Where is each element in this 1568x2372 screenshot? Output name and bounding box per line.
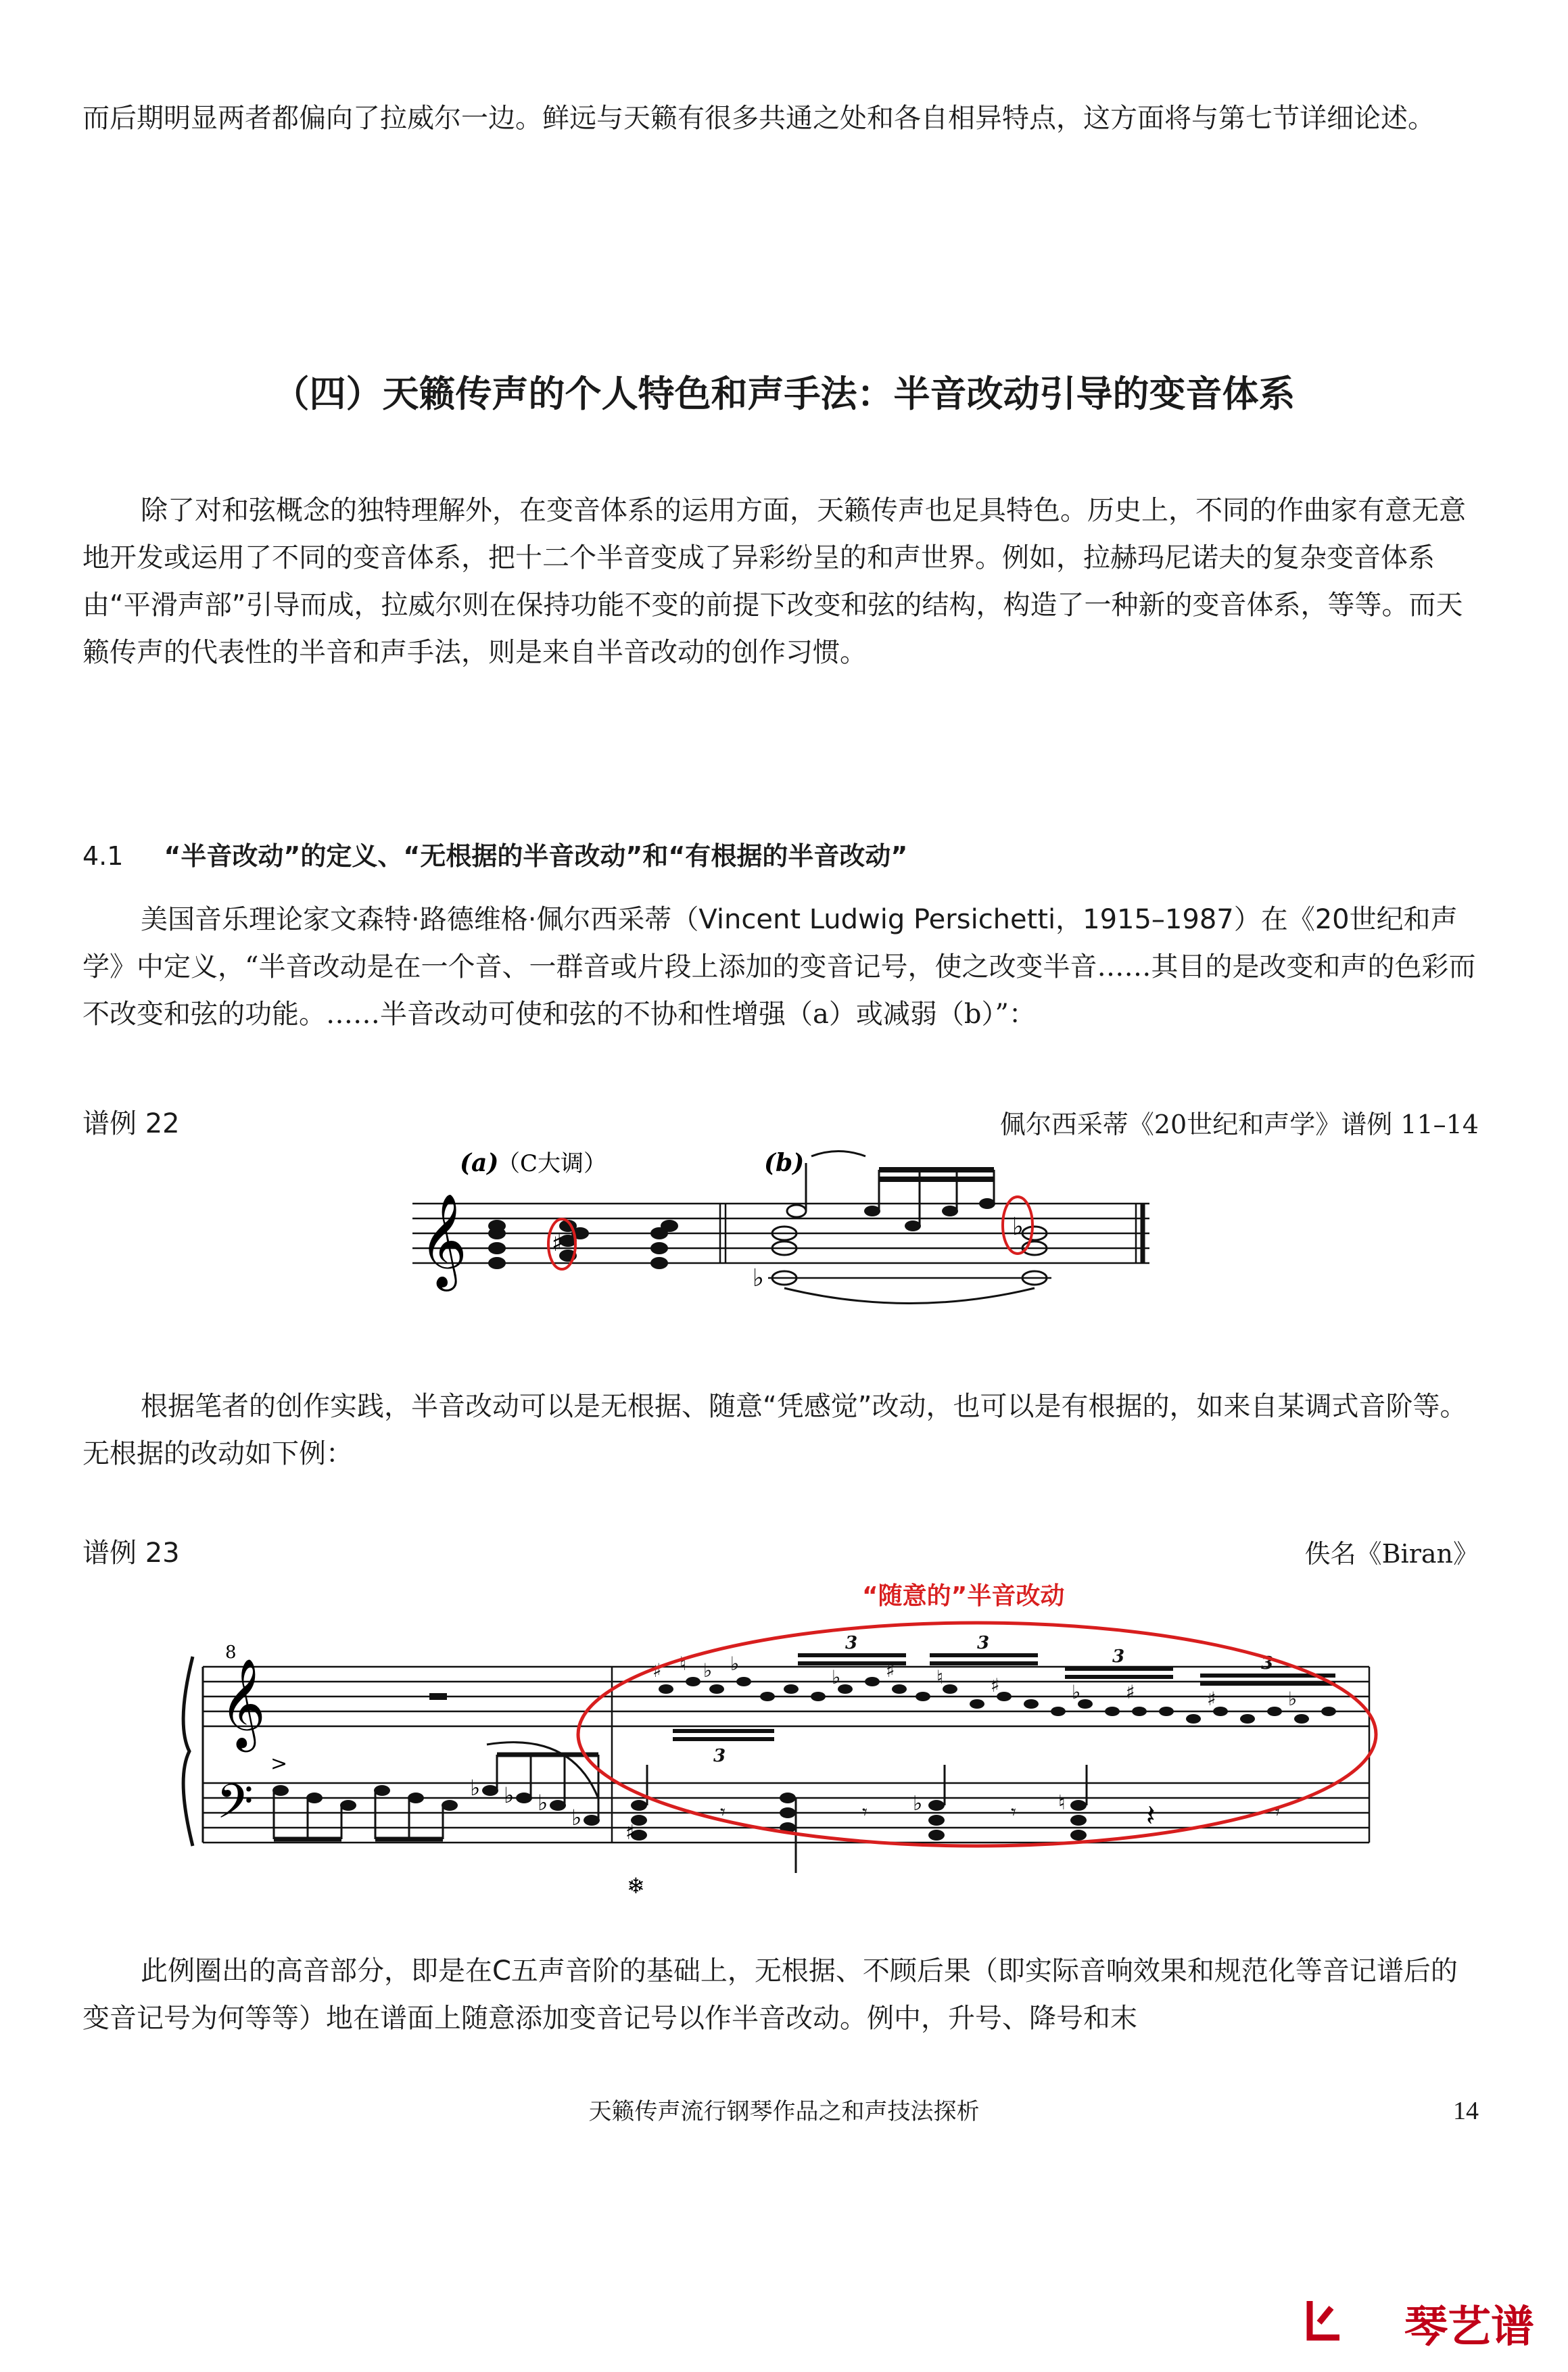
sharp-icon: ♯: [625, 1821, 636, 1845]
paragraph-2-text: 美国音乐理论家文森特·路德维格·佩尔西采蒂（Vincent Ludwig Persichetti，1915–1987）在《20世纪和声学》中定义，: [82, 904, 1458, 982]
example-22-source: 佩尔西采蒂《20世纪和声学》谱例 11–14: [999, 1110, 1479, 1139]
svg-text:3: 3: [713, 1746, 726, 1766]
svg-text:♮: ♮: [680, 1653, 687, 1675]
example-23-source: 佚名《Biran》: [1304, 1539, 1479, 1569]
svg-text:♮: ♮: [936, 1666, 944, 1688]
example-23-score: [179, 1575, 1389, 1920]
natural-icon: ♮: [1058, 1791, 1066, 1815]
svg-text:♭: ♭: [703, 1659, 713, 1682]
intro-paragraph: 而后期明显两者都偏向了拉威尔一边。鲜远与天籁有很多共通之处和各自相异特点，这方面将与第七节详细论述。: [82, 103, 1435, 134]
svg-text:♯: ♯: [652, 1659, 662, 1682]
svg-text:♯: ♯: [1126, 1681, 1135, 1703]
svg-text:3: 3: [1112, 1646, 1125, 1667]
svg-text:♯: ♯: [1207, 1688, 1216, 1710]
svg-text:𝄾: 𝄾: [1011, 1801, 1016, 1824]
svg-text:3: 3: [977, 1633, 990, 1653]
flat-icon: ♭: [571, 1805, 582, 1830]
svg-text:𝄾: 𝄾: [862, 1801, 868, 1824]
flat-icon: ♭: [753, 1264, 764, 1292]
example-22-label: 谱例 22: [82, 1108, 180, 1139]
flat-icon: ♭: [470, 1775, 481, 1801]
svg-text:♯: ♯: [886, 1659, 895, 1682]
chord-a1: [488, 1220, 506, 1269]
site-logo: 琴艺谱: [1404, 2302, 1534, 2352]
logo-mark-icon: [1304, 2296, 1345, 2343]
flat-icon: ♭: [1012, 1213, 1024, 1241]
flat-icon: ♭: [913, 1792, 923, 1816]
paragraph-2: [82, 896, 1482, 1038]
paragraph-1: 除了对和弦概念的独特理解外，在变音体系的运用方面，天籁传声也足具特色。历史上，不同的作曲家有意无意地开发或运用了不同的变音体系，把十二个半音变成了异彩纷呈的和声世界。例如，拉赫玛尼诺夫的复杂变音体系由“平滑声部”引导而成，拉威尔则在保持功能不变的前提下改变和弦的结构，构造了一种新的变音体系，等等。而天籁传声的代表性的半音和声手法，则是来自半音改动的创作习惯。: [82, 495, 1466, 668]
svg-text:♭: ♭: [730, 1653, 740, 1675]
svg-text:3: 3: [1261, 1653, 1274, 1674]
example-22-score: [406, 1143, 1163, 1319]
treble-clef-icon: 𝄞: [220, 1658, 266, 1749]
svg-text:𝄾: 𝄾: [720, 1801, 726, 1824]
svg-text:𝄾: 𝄾: [1275, 1801, 1280, 1824]
pedal-mark: ❄: [627, 1873, 645, 1899]
flat-icon: ♭: [504, 1782, 515, 1808]
mark-a: (a): [460, 1149, 499, 1177]
paragraph-4: 此例圈出的高音部分，即是在C五声音阶的基础上，无根据、不顾后果（即实际音响效果和规范化等音记谱后的变音记号为何等等）地在谱面上随意添加变音记号以作半音改动。例中，升号、降号和末: [82, 1955, 1458, 2034]
page-number: 14: [1453, 2097, 1479, 2125]
mark-b: (b): [764, 1149, 805, 1177]
svg-text:♯: ♯: [991, 1674, 1000, 1697]
section-heading: （四）天籁传声的个人特色和声手法：半音改动引导的变音体系: [272, 373, 1296, 415]
chord-a3: [650, 1220, 678, 1269]
ottava-mark: 8: [225, 1642, 237, 1663]
footer-title: 天籁传声流行钢琴作品之和声技法探析: [588, 2098, 980, 2125]
sharp-icon: ♯: [552, 1230, 563, 1257]
paragraph-3: 根据笔者的创作实践，半音改动可以是无根据、随意“凭感觉”改动，也可以是有根据的，如来自某调式音阶等。无根据的改动如下例：: [82, 1391, 1467, 1469]
example-23-label: 谱例 23: [82, 1538, 180, 1569]
accent-icon: >: [270, 1752, 288, 1776]
tuplet-marks: [713, 1633, 1273, 1766]
whole-rest-icon: [429, 1693, 447, 1700]
svg-text:♭: ♭: [832, 1666, 841, 1688]
persichetti-quote: “半音改动是在一个音、一群音或片段上添加的变音记号，使之改变半音……其目的是改变和声的色彩而不改变和弦的功能。……半音改动可使和弦的不协和性增强（a）或减弱（b）”：: [82, 951, 1476, 1030]
flat-icon: ♭: [538, 1790, 548, 1816]
subsection-number: 4.1: [82, 841, 124, 871]
subsection-heading: [82, 835, 907, 872]
treble-clef-icon: 𝄞: [419, 1193, 467, 1287]
bass-chords: [631, 1793, 1087, 1841]
annotation-label: “随意的”半音改动: [862, 1582, 1065, 1610]
svg-text:♭: ♭: [1288, 1688, 1298, 1710]
bass-run: [272, 1785, 600, 1826]
key-note: （C大调）: [497, 1150, 607, 1177]
bass-clef-icon: 𝄢: [216, 1774, 254, 1841]
quarter-rest-icon: 𝄽: [1146, 1799, 1156, 1833]
subsection-title: “半音改动”的定义、“无根据的半音改动”和“有根据的半音改动”: [164, 841, 908, 871]
svg-text:3: 3: [845, 1633, 858, 1653]
svg-text:♭: ♭: [1072, 1681, 1081, 1703]
